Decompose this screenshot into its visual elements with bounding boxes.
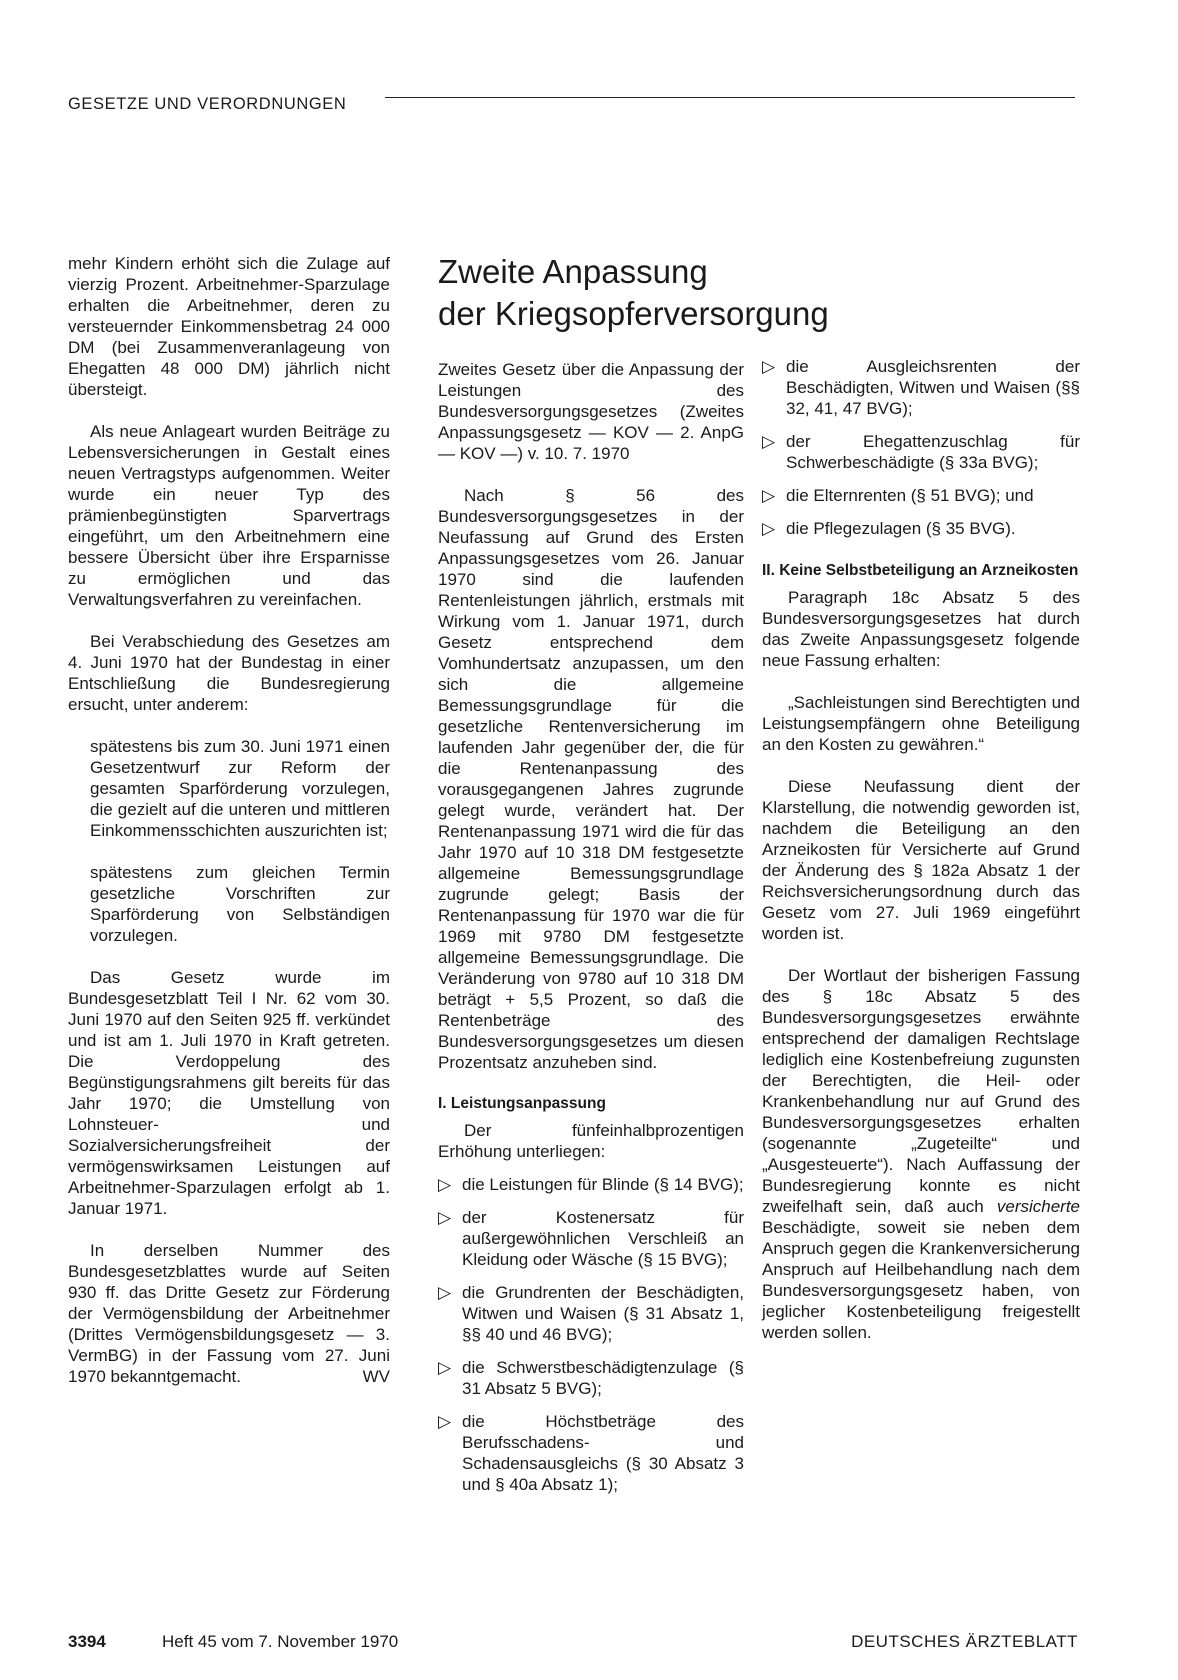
- title-line: der Kriegsopferversorgung: [438, 295, 829, 332]
- section-heading: I. Leistungsanpassung: [438, 1095, 606, 1112]
- triangle-bullet-icon: ▷: [438, 1358, 452, 1377]
- bullet-list: [762, 356, 1080, 539]
- page-number: 3394: [68, 1632, 106, 1651]
- section-header: GESETZE UND VERORDNUNGEN: [68, 95, 347, 113]
- bullet-item: [762, 485, 1080, 506]
- paragraph: Als neue Anlageart wurden Beiträge zu Lebensversicherungen in Gestalt eines neuen Vertragstyps aufgenommen. Weiter wurde ein neuer Typ des prämienbegünstigten Sparvertrags eingeführt, um den Arbeitnehmern eine bessere Übersicht über ihre Ersparnisse zu ermöglichen und das Verwaltungsverfahren zu vereinfachen.: [68, 422, 390, 609]
- quote: „Sachleistungen sind Berechtigten und Leistungsempfängern ohne Beteiligung an den Kosten zu gewähren.“: [762, 693, 1080, 754]
- triangle-bullet-icon: ▷: [762, 432, 776, 451]
- bullet-item: [438, 1411, 744, 1495]
- paragraph-text: Beschädigte, soweit sie neben dem Anspruch gegen die Krankenversicherung Anspruch auf Heilbehandlung nach dem Bundesversorgungsgesetz haben, von jeglicher Kostenbeteiligung freigestellt werden sollen.: [762, 1218, 1080, 1342]
- paragraph: spätestens bis zum 30. Juni 1971 einen Gesetzentwurf zur Reform der gesamten Sparförderung vorzulegen, die gezielt auf die unteren und mittleren Einkommensschichten auszurichten ist;: [90, 737, 390, 840]
- middle-column: [438, 359, 744, 1507]
- paragraph: Bei Verabschiedung des Gesetzes am 4. Juni 1970 hat der Bundestag in einer Entschließung die Bundesregierung ersucht, unter anderem:: [68, 632, 390, 714]
- left-column: [68, 253, 390, 1408]
- section-heading: II. Keine Selbstbeteiligung an Arzneikosten: [762, 562, 1079, 579]
- bullet-item: [762, 431, 1080, 473]
- bullet-item: [762, 356, 1080, 419]
- bullet-text: der Kostenersatz für außergewöhnlichen Verschleiß an Kleidung oder Wäsche (§ 15 BVG);: [462, 1208, 744, 1269]
- paragraph: mehr Kindern erhöht sich die Zulage auf vierzig Prozent. Arbeitnehmer-Sparzulage erhalten die Arbeitnehmer, deren zu versteuernder Einkommensbetrag 24 000 DM (bei Zusammenveranlageung von Ehegatten 48 000 DM) jährlich nicht übersteigt.: [68, 254, 390, 399]
- bullet-item: [438, 1282, 744, 1345]
- bullet-item: [438, 1207, 744, 1270]
- title-line: Zweite Anpassung: [438, 253, 708, 290]
- bullet-item: [438, 1357, 744, 1399]
- law-intro: Zweites Gesetz über die Anpassung der Leistungen des Bundesversorgungsgesetzes (Zweites Anpassungsgesetz — KOV — 2. AnpG — KOV —) v. 10. 7. 1970: [438, 360, 744, 463]
- bullet-list: [438, 1174, 744, 1495]
- bullet-text: die Elternrenten (§ 51 BVG); und: [786, 486, 1034, 505]
- triangle-bullet-icon: ▷: [438, 1208, 452, 1227]
- bullet-text: die Schwerstbeschädigtenzulage (§ 31 Absatz 5 BVG);: [462, 1358, 744, 1398]
- paragraph: [762, 965, 1080, 1343]
- triangle-bullet-icon: ▷: [438, 1175, 452, 1194]
- paragraph-text: In derselben Nummer des Bundesgesetzblattes wurde auf Seiten 930 ff. das Dritte Gesetz zur Förderung der Vermögensbildung der Arbeitnehmer (Drittes Vermögensbildungsgesetz — 3. VermBG) in der Fassung vom 27. Juni 1970 bekanntgemacht.: [68, 1241, 390, 1386]
- bullet-text: die Pflegezulagen (§ 35 BVG).: [786, 519, 1016, 538]
- paragraph: [68, 1240, 390, 1387]
- paragraph: Diese Neufassung dient der Klarstellung, die notwendig geworden ist, nachdem die Beteiligung an den Arzneikosten für Versicherte auf Grund der Änderung des § 182a Absatz 1 der Reichsversicherungsordnung durch das Gesetz vom 27. Juli 1969 eingeführt worden ist.: [762, 777, 1080, 943]
- paragraph: Nach § 56 des Bundesversorgungsgesetzes in der Neufassung auf Grund des Ersten Anpassungsgesetzes vom 26. Januar 1970 sind die laufenden Rentenleistungen jährlich, erstmals mit Wirkung vom 1. Januar 1971, durch Gesetz entsprechend dem Vomhundertsatz anzupassen, um den sich die allgemeine Bemessungsgrundlage für die gesetzliche Rentenversicherung im laufenden Jahr gegenüber der, die für die Rentenanpassung des vorausgegangenen Jahres zugrunde gelegt wurde, verändert hat. Der Rentenanpassung 1971 wird die für das Jahr 1970 auf 10 318 DM festgesetzte allgemeine Bemessungsgrundlage zugrunde gelegt; Basis der Rentenanpassung für 1970 war die für 1969 mit 9780 DM festgesetzte allgemeine Bemessungsgrundlage. Die Veränderung von 9780 auf 10 318 DM beträgt + 5,5 Prozent, so daß die Rentenbeträge des Bundesversorgungsgesetzes um diesen Prozentsatz anzuheben sind.: [438, 486, 744, 1072]
- issue-info: Heft 45 vom 7. November 1970: [162, 1632, 399, 1651]
- triangle-bullet-icon: ▷: [762, 519, 776, 538]
- paragraph-text: Der Wortlaut der bisherigen Fassung des § 18c Absatz 5 des Bundesversorgungsgesetzes erwähnte entsprechend der damaligen Rechtslage lediglich eine Kostenbefreiung zugunsten der Berechtigten, die Heil- oder Krankenbehandlung nur auf Grund des Bundesversorgungsgesetzes erhalten (sogenannte „Zugeteilte“ und „Ausgesteuerte“). Nach Auffassung der Bundesregierung konnte es nicht zweifelhaft sein, daß auch: [762, 966, 1080, 1216]
- signature: WV: [362, 1367, 390, 1386]
- paragraph: spätestens zum gleichen Termin gesetzliche Vorschriften zur Sparförderung von Selbständigen vorzulegen.: [90, 863, 390, 945]
- paragraph: Der fünfeinhalbprozentigen Erhöhung unterliegen:: [438, 1121, 744, 1161]
- bullet-text: die Grundrenten der Beschädigten, Witwen und Waisen (§ 31 Absatz 1, §§ 40 und 46 BVG);: [462, 1283, 744, 1344]
- triangle-bullet-icon: ▷: [762, 486, 776, 505]
- bullet-text: die Leistungen für Blinde (§ 14 BVG);: [462, 1175, 744, 1194]
- article-title: [438, 251, 1078, 335]
- journal-name: DEUTSCHES ÄRZTEBLATT: [851, 1632, 1078, 1651]
- triangle-bullet-icon: ▷: [438, 1412, 452, 1431]
- emphasis: versicherte: [996, 1197, 1080, 1216]
- triangle-bullet-icon: ▷: [438, 1283, 452, 1302]
- bullet-text: der Ehegattenzuschlag für Schwerbeschädigte (§ 33a BVG);: [786, 432, 1080, 472]
- paragraph: Das Gesetz wurde im Bundesgesetzblatt Teil I Nr. 62 vom 30. Juni 1970 auf den Seiten 925 ff. verkündet und ist am 1. Juli 1970 in Kraft getreten. Die Verdoppelung des Begünstigungsrahmens gilt bereits für das Jahr 1970; die Umstellung von Lohnsteuer- und Sozialversicherungsfreiheit der vermögenswirksamen Leistungen auf Arbeitnehmer-Sparzulagen erfolgt ab 1. Januar 1971.: [68, 968, 390, 1218]
- paragraph: Paragraph 18c Absatz 5 des Bundesversorgungsgesetzes hat durch das Zweite Anpassungsgesetz folgende neue Fassung erhalten:: [762, 588, 1080, 670]
- bullet-item: [438, 1174, 744, 1195]
- right-column: [762, 356, 1080, 1364]
- header-rule: [385, 97, 1075, 98]
- bullet-text: die Ausgleichsrenten der Beschädigten, Witwen und Waisen (§§ 32, 41, 47 BVG);: [786, 357, 1080, 418]
- bullet-text: die Höchstbeträge des Berufsschadens- und Schadensausgleichs (§ 30 Absatz 3 und § 40a Absatz 1);: [462, 1412, 744, 1494]
- triangle-bullet-icon: ▷: [762, 357, 776, 376]
- bullet-item: [762, 518, 1080, 539]
